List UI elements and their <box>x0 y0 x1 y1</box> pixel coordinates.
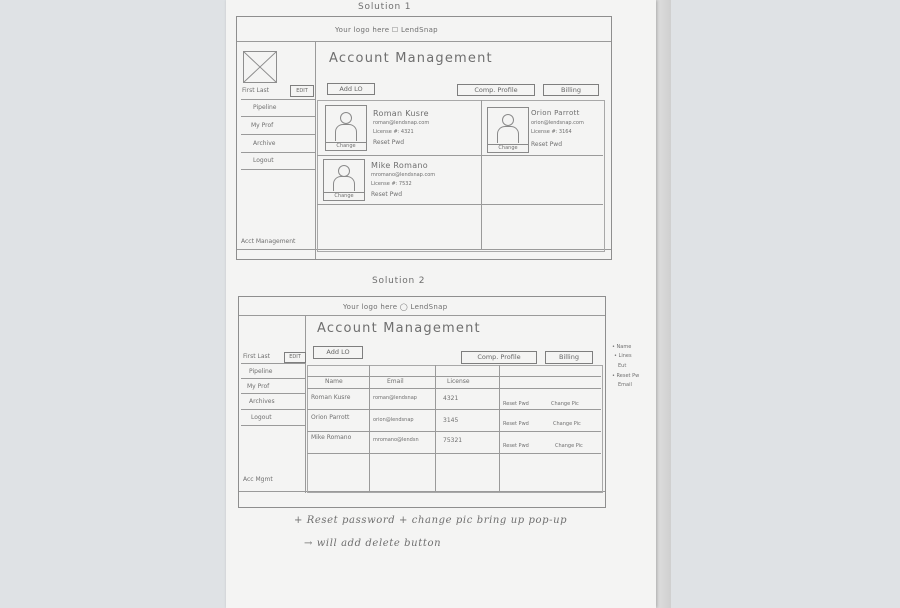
solution1-card1-avatar[interactable] <box>325 105 367 151</box>
side-note-1: • Name <box>612 344 632 350</box>
person-body-icon <box>335 124 357 141</box>
solution1-card1-name: Roman Kusre <box>373 109 429 118</box>
solution2-row2-change-pic[interactable]: Change Pic <box>553 421 581 427</box>
solution2-row2-name: Orion Parrott <box>311 414 350 421</box>
solution2-row3-change-pic[interactable]: Change Pic <box>555 443 583 449</box>
solution2-table-rule <box>307 388 601 389</box>
solution1-card3-license: License #: 7532 <box>371 181 412 187</box>
solution2-row3-name: Mike Romano <box>311 434 352 441</box>
solution1-card1-change[interactable]: Change <box>326 142 366 150</box>
solution1-nav-my-prof[interactable]: My Prof <box>251 122 274 129</box>
solution2-sidebar-divider <box>305 315 306 493</box>
solution1-nav-archive[interactable]: Archive <box>253 140 276 147</box>
solution2-row3-reset-pwd[interactable]: Reset Pwd <box>503 443 529 449</box>
solution1-sidebar-rule <box>241 134 315 135</box>
solution2-row3-email: mromano@lendsn <box>373 437 419 443</box>
solution1-topbar-divider <box>237 41 611 42</box>
solution1-grid-divider <box>317 155 603 156</box>
solution2-comp-profile-button[interactable]: Comp. Profile <box>461 351 537 364</box>
solution1-logo-placeholder <box>243 51 277 83</box>
sketch-sheet <box>226 0 656 608</box>
solution1-nav-pipeline[interactable]: Pipeline <box>253 104 277 111</box>
solution2-nav-acc-mgmt[interactable]: Acc Mgmt <box>243 476 273 483</box>
solution2-nav-logout[interactable]: Logout <box>251 414 272 421</box>
solution2-row1-reset-pwd[interactable]: Reset Pwd <box>503 401 529 407</box>
solution2-table-rule <box>499 365 500 491</box>
side-note-3: Eut <box>618 363 627 369</box>
solution2-edit-button[interactable]: EDIT <box>284 352 306 363</box>
note-line-1: + Reset password + change pic bring up pop-up <box>294 515 568 526</box>
solution1-card2-reset-pwd[interactable]: Reset Pwd <box>531 141 563 148</box>
solution1-card2-avatar[interactable] <box>487 107 529 153</box>
solution1-card2-name: Orion Parrott <box>531 109 580 117</box>
solution2-billing-button[interactable]: Billing <box>545 351 593 364</box>
solution2-nav-pipeline[interactable]: Pipeline <box>249 368 273 375</box>
solution1-sidebar-rule <box>241 152 315 153</box>
solution2-row2-reset-pwd[interactable]: Reset Pwd <box>503 421 529 427</box>
solution1-frame <box>236 16 612 260</box>
solution1-user-name: First Last <box>242 87 270 94</box>
solution1-nav-logout[interactable]: Logout <box>253 157 274 164</box>
solution2-col-name: Name <box>325 378 343 385</box>
solution1-add-lo-button[interactable]: Add LO <box>327 83 375 95</box>
solution2-row2-email: orion@lendsnap <box>373 417 414 423</box>
solution1-page-title: Account Management <box>329 51 493 66</box>
solution2-table-rule <box>307 409 601 410</box>
solution2-nav-archives[interactable]: Archives <box>249 398 275 405</box>
solution2-table-rule <box>307 431 601 432</box>
solution2-table-rule <box>369 365 370 491</box>
solution1-card3-name: Mike Romano <box>371 161 428 170</box>
solution2-sidebar-rule <box>241 425 305 426</box>
solution1-card1-email: roman@lendsnap.com <box>373 120 430 126</box>
solution2-sidebar-rule <box>241 393 305 394</box>
solution1-card3-reset-pwd[interactable]: Reset Pwd <box>371 191 403 198</box>
solution2-heading: Solution 2 <box>372 276 426 286</box>
side-note-4: • Reset Pw <box>612 373 640 379</box>
image-placeholder-icon <box>244 52 276 82</box>
solution1-sidebar-rule <box>241 116 315 117</box>
solution2-row1-email: roman@lendsnap <box>373 395 417 401</box>
solution1-topbar: Your logo here ☐ LendSnap <box>335 26 438 34</box>
solution1-nav-acct-management[interactable]: Acct Management <box>241 238 296 245</box>
note-line-2: → will add delete button <box>304 538 442 549</box>
person-head-icon <box>502 114 514 126</box>
solution2-sidebar-rule <box>241 409 305 410</box>
solution1-card3-avatar[interactable] <box>323 159 365 201</box>
solution2-sidebar-rule <box>241 363 305 364</box>
solution2-row3-license: 75321 <box>443 437 463 444</box>
solution1-card2-license: License #: 3164 <box>531 129 572 135</box>
solution1-comp-profile-button[interactable]: Comp. Profile <box>457 84 535 96</box>
solution1-billing-button[interactable]: Billing <box>543 84 599 96</box>
solution1-card3-email: mromano@lendsnap.com <box>371 172 436 178</box>
solution2-topbar: Your logo here ◯ LendSnap <box>343 303 448 311</box>
solution2-table-rule <box>307 453 601 454</box>
solution1-grid-divider <box>481 100 482 250</box>
solution2-frame <box>238 296 606 508</box>
solution2-row1-license: 4321 <box>443 395 459 402</box>
solution2-table-rule <box>307 376 601 377</box>
solution1-heading: Solution 1 <box>358 2 412 12</box>
solution2-col-license: License <box>447 378 470 385</box>
person-head-icon <box>340 112 352 124</box>
solution2-row1-name: Roman Kusre <box>311 394 351 401</box>
solution1-edit-button[interactable]: EDIT <box>290 85 314 97</box>
solution1-sidebar-divider <box>315 41 316 259</box>
solution2-row1-change-pic[interactable]: Change Pic <box>551 401 579 407</box>
solution2-col-email: Email <box>387 378 404 385</box>
solution2-nav-my-prof[interactable]: My Prof <box>247 383 270 390</box>
solution2-sidebar-rule <box>241 378 305 379</box>
solution1-card3-change[interactable]: Change <box>324 192 364 200</box>
solution2-add-lo-button[interactable]: Add LO <box>313 346 363 359</box>
person-body-icon <box>497 126 519 143</box>
solution1-sidebar-rule <box>241 169 315 170</box>
solution1-card1-license: License #: 4321 <box>373 129 414 135</box>
solution2-user-name: First Last <box>243 353 271 360</box>
side-note-2: • Lines <box>614 353 632 359</box>
person-body-icon <box>333 176 355 191</box>
solution2-row2-license: 3145 <box>443 417 459 424</box>
side-note-5: Email <box>618 382 632 388</box>
solution1-sidebar-rule <box>241 99 315 100</box>
solution2-table-rule <box>435 365 436 491</box>
solution1-card2-change[interactable]: Change <box>488 144 528 152</box>
solution1-card1-reset-pwd[interactable]: Reset Pwd <box>373 139 405 146</box>
solution2-page-title: Account Management <box>317 321 481 336</box>
solution1-card2-email: orion@lendsnap.com <box>531 120 584 126</box>
solution1-grid-divider <box>317 204 603 205</box>
solution2-topbar-divider <box>239 315 605 316</box>
